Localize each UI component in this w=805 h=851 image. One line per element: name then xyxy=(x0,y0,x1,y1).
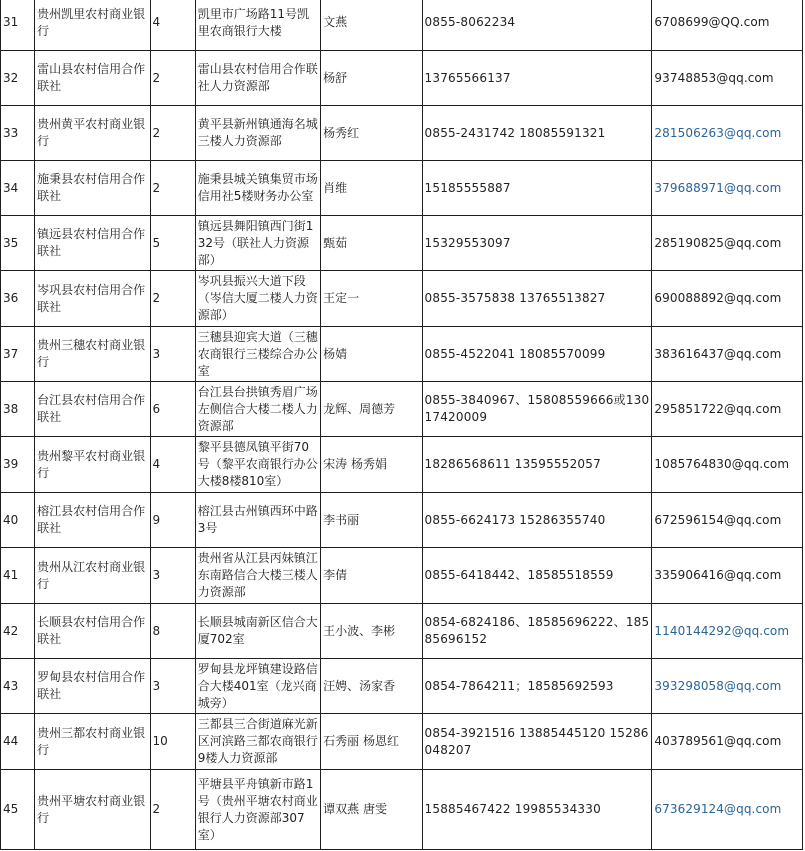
hire-count: 10 xyxy=(150,714,195,770)
email-address: 383616437@qq.com xyxy=(652,327,803,382)
bank-name: 贵州黎平农村商业银行 xyxy=(35,437,150,493)
email-address: 403789561@qq.com xyxy=(652,714,803,770)
email-address: 6708699@QQ.com xyxy=(652,0,803,51)
table-row xyxy=(1,216,803,271)
table-row xyxy=(1,161,803,216)
address: 施秉县城关镇集贸市场信用社5楼财务办公室 xyxy=(195,161,320,216)
hire-count: 6 xyxy=(150,382,195,437)
phone-number: 0855-4522041 18085570099 xyxy=(422,327,652,382)
row-number: 35 xyxy=(1,216,35,271)
hire-count: 4 xyxy=(150,0,195,51)
table-row xyxy=(1,770,803,850)
table-row xyxy=(1,382,803,437)
row-number: 31 xyxy=(1,0,35,51)
row-number: 38 xyxy=(1,382,35,437)
address: 榕江县古州镇西环中路3号 xyxy=(195,493,320,548)
address: 三都县三合街道麻光新区河滨路三都农商银行9楼人力资源部 xyxy=(195,714,320,770)
row-number: 45 xyxy=(1,770,35,850)
contact-person: 肖维 xyxy=(321,161,422,216)
row-number: 32 xyxy=(1,51,35,106)
contact-person: 宋涛 杨秀娟 xyxy=(321,437,422,493)
contact-person: 谭双燕 唐雯 xyxy=(321,770,422,850)
phone-number: 0855-3575838 13765513827 xyxy=(422,271,652,327)
address: 凯里市广场路11号凯里农商银行大楼 xyxy=(195,0,320,51)
table-row xyxy=(1,604,803,659)
email-address[interactable]: 379688971@qq.com xyxy=(652,161,803,216)
email-address: 672596154@qq.com xyxy=(652,493,803,548)
table-row xyxy=(1,0,803,51)
email-address: 93748853@qq.com xyxy=(652,51,803,106)
bank-name: 镇远县农村信用合作联社 xyxy=(35,216,150,271)
row-number: 34 xyxy=(1,161,35,216)
address: 台江县台拱镇秀眉广场左侧信合大楼二楼人力资源部 xyxy=(195,382,320,437)
bank-name: 施秉县农村信用合作联社 xyxy=(35,161,150,216)
contact-person: 杨婧 xyxy=(321,327,422,382)
bank-name: 贵州黄平农村商业银行 xyxy=(35,106,150,161)
table-row xyxy=(1,437,803,493)
contact-person: 甄茹 xyxy=(321,216,422,271)
table-body xyxy=(1,0,803,850)
row-number: 37 xyxy=(1,327,35,382)
row-number: 33 xyxy=(1,106,35,161)
email-address: 295851722@qq.com xyxy=(652,382,803,437)
phone-number: 0854-6824186、18585696222、18585696152 xyxy=(422,604,652,659)
row-number: 39 xyxy=(1,437,35,493)
hire-count: 2 xyxy=(150,51,195,106)
bank-name: 榕江县农村信用合作联社 xyxy=(35,493,150,548)
table-row xyxy=(1,659,803,714)
hire-count: 2 xyxy=(150,161,195,216)
address: 岑巩县振兴大道下段（岑信大厦二楼人力资源部） xyxy=(195,271,320,327)
email-address: 690088892@qq.com xyxy=(652,271,803,327)
table-row xyxy=(1,714,803,770)
bank-name: 岑巩县农村信用合作联社 xyxy=(35,271,150,327)
email-address[interactable]: 281506263@qq.com xyxy=(652,106,803,161)
bank-name: 雷山县农村信用合作联社 xyxy=(35,51,150,106)
contact-person: 文燕 xyxy=(321,0,422,51)
phone-number: 0854-7864211；18585692593 xyxy=(422,659,652,714)
row-number: 44 xyxy=(1,714,35,770)
hire-count: 2 xyxy=(150,271,195,327)
email-address[interactable]: 393298058@qq.com xyxy=(652,659,803,714)
phone-number: 0854-3921516 13885445120 15286048207 xyxy=(422,714,652,770)
table-row xyxy=(1,327,803,382)
address: 贵州省从江县丙妹镇江东南路信合大楼三楼人力资源部 xyxy=(195,548,320,604)
phone-number: 0855-2431742 18085591321 xyxy=(422,106,652,161)
hire-count: 4 xyxy=(150,437,195,493)
contact-person: 杨舒 xyxy=(321,51,422,106)
contact-person: 王小波、李彬 xyxy=(321,604,422,659)
bank-name: 贵州三穗农村商业银行 xyxy=(35,327,150,382)
contact-person: 李书丽 xyxy=(321,493,422,548)
table-row xyxy=(1,493,803,548)
contact-person: 王定一 xyxy=(321,271,422,327)
hire-count: 8 xyxy=(150,604,195,659)
bank-name: 罗甸县农村信用合作联社 xyxy=(35,659,150,714)
hire-count: 9 xyxy=(150,493,195,548)
phone-number: 0855-6418442、18585518559 xyxy=(422,548,652,604)
phone-number: 15885467422 19985534330 xyxy=(422,770,652,850)
address: 黎平县德凤镇平街70号（黎平农商银行办公大楼8楼810室） xyxy=(195,437,320,493)
address: 罗甸县龙坪镇建设路信合大楼401室（龙兴商城旁） xyxy=(195,659,320,714)
address: 黄平县新州镇通海名城三楼人力资源部 xyxy=(195,106,320,161)
table-row xyxy=(1,271,803,327)
email-address: 335906416@qq.com xyxy=(652,548,803,604)
row-number: 40 xyxy=(1,493,35,548)
bank-name: 贵州平塘农村商业银行 xyxy=(35,770,150,850)
table-row xyxy=(1,106,803,161)
hire-count: 3 xyxy=(150,548,195,604)
row-number: 36 xyxy=(1,271,35,327)
phone-number: 15185555887 xyxy=(422,161,652,216)
email-address[interactable]: 673629124@qq.com xyxy=(652,770,803,850)
contact-person: 汪娉、汤家香 xyxy=(321,659,422,714)
email-address[interactable]: 1140144292@qq.com xyxy=(652,604,803,659)
contact-person: 杨秀红 xyxy=(321,106,422,161)
bank-name: 贵州凯里农村商业银行 xyxy=(35,0,150,51)
bank-name: 贵州从江农村商业银行 xyxy=(35,548,150,604)
table-row xyxy=(1,548,803,604)
row-number: 41 xyxy=(1,548,35,604)
bank-name: 台江县农村信用合作联社 xyxy=(35,382,150,437)
phone-number: 15329553097 xyxy=(422,216,652,271)
address: 镇远县舞阳镇西门街132号（联社人力资源部） xyxy=(195,216,320,271)
contact-person: 石秀丽 杨恩红 xyxy=(321,714,422,770)
row-number: 42 xyxy=(1,604,35,659)
phone-number: 0855-8062234 xyxy=(422,0,652,51)
address: 三穗县迎宾大道（三穗农商银行三楼综合办公室 xyxy=(195,327,320,382)
email-address: 1085764830@qq.com xyxy=(652,437,803,493)
email-address: 285190825@qq.com xyxy=(652,216,803,271)
hire-count: 3 xyxy=(150,659,195,714)
address: 平塘县平舟镇新市路1号（贵州平塘农村商业银行人力资源部307室） xyxy=(195,770,320,850)
contact-person: 龙辉、周德芳 xyxy=(321,382,422,437)
bank-name: 贵州三都农村商业银行 xyxy=(35,714,150,770)
hire-count: 2 xyxy=(150,770,195,850)
phone-number: 13765566137 xyxy=(422,51,652,106)
phone-number: 0855-3840967、15808559666或13017420009 xyxy=(422,382,652,437)
hire-count: 2 xyxy=(150,106,195,161)
phone-number: 0855-6624173 15286355740 xyxy=(422,493,652,548)
hire-count: 3 xyxy=(150,327,195,382)
row-number: 43 xyxy=(1,659,35,714)
phone-number: 18286568611 13595552057 xyxy=(422,437,652,493)
hire-count: 5 xyxy=(150,216,195,271)
address: 长顺县城南新区信合大厦702室 xyxy=(195,604,320,659)
bank-name: 长顺县农村信用合作联社 xyxy=(35,604,150,659)
table-row xyxy=(1,51,803,106)
contact-person: 李倩 xyxy=(321,548,422,604)
address: 雷山县农村信用合作联社人力资源部 xyxy=(195,51,320,106)
